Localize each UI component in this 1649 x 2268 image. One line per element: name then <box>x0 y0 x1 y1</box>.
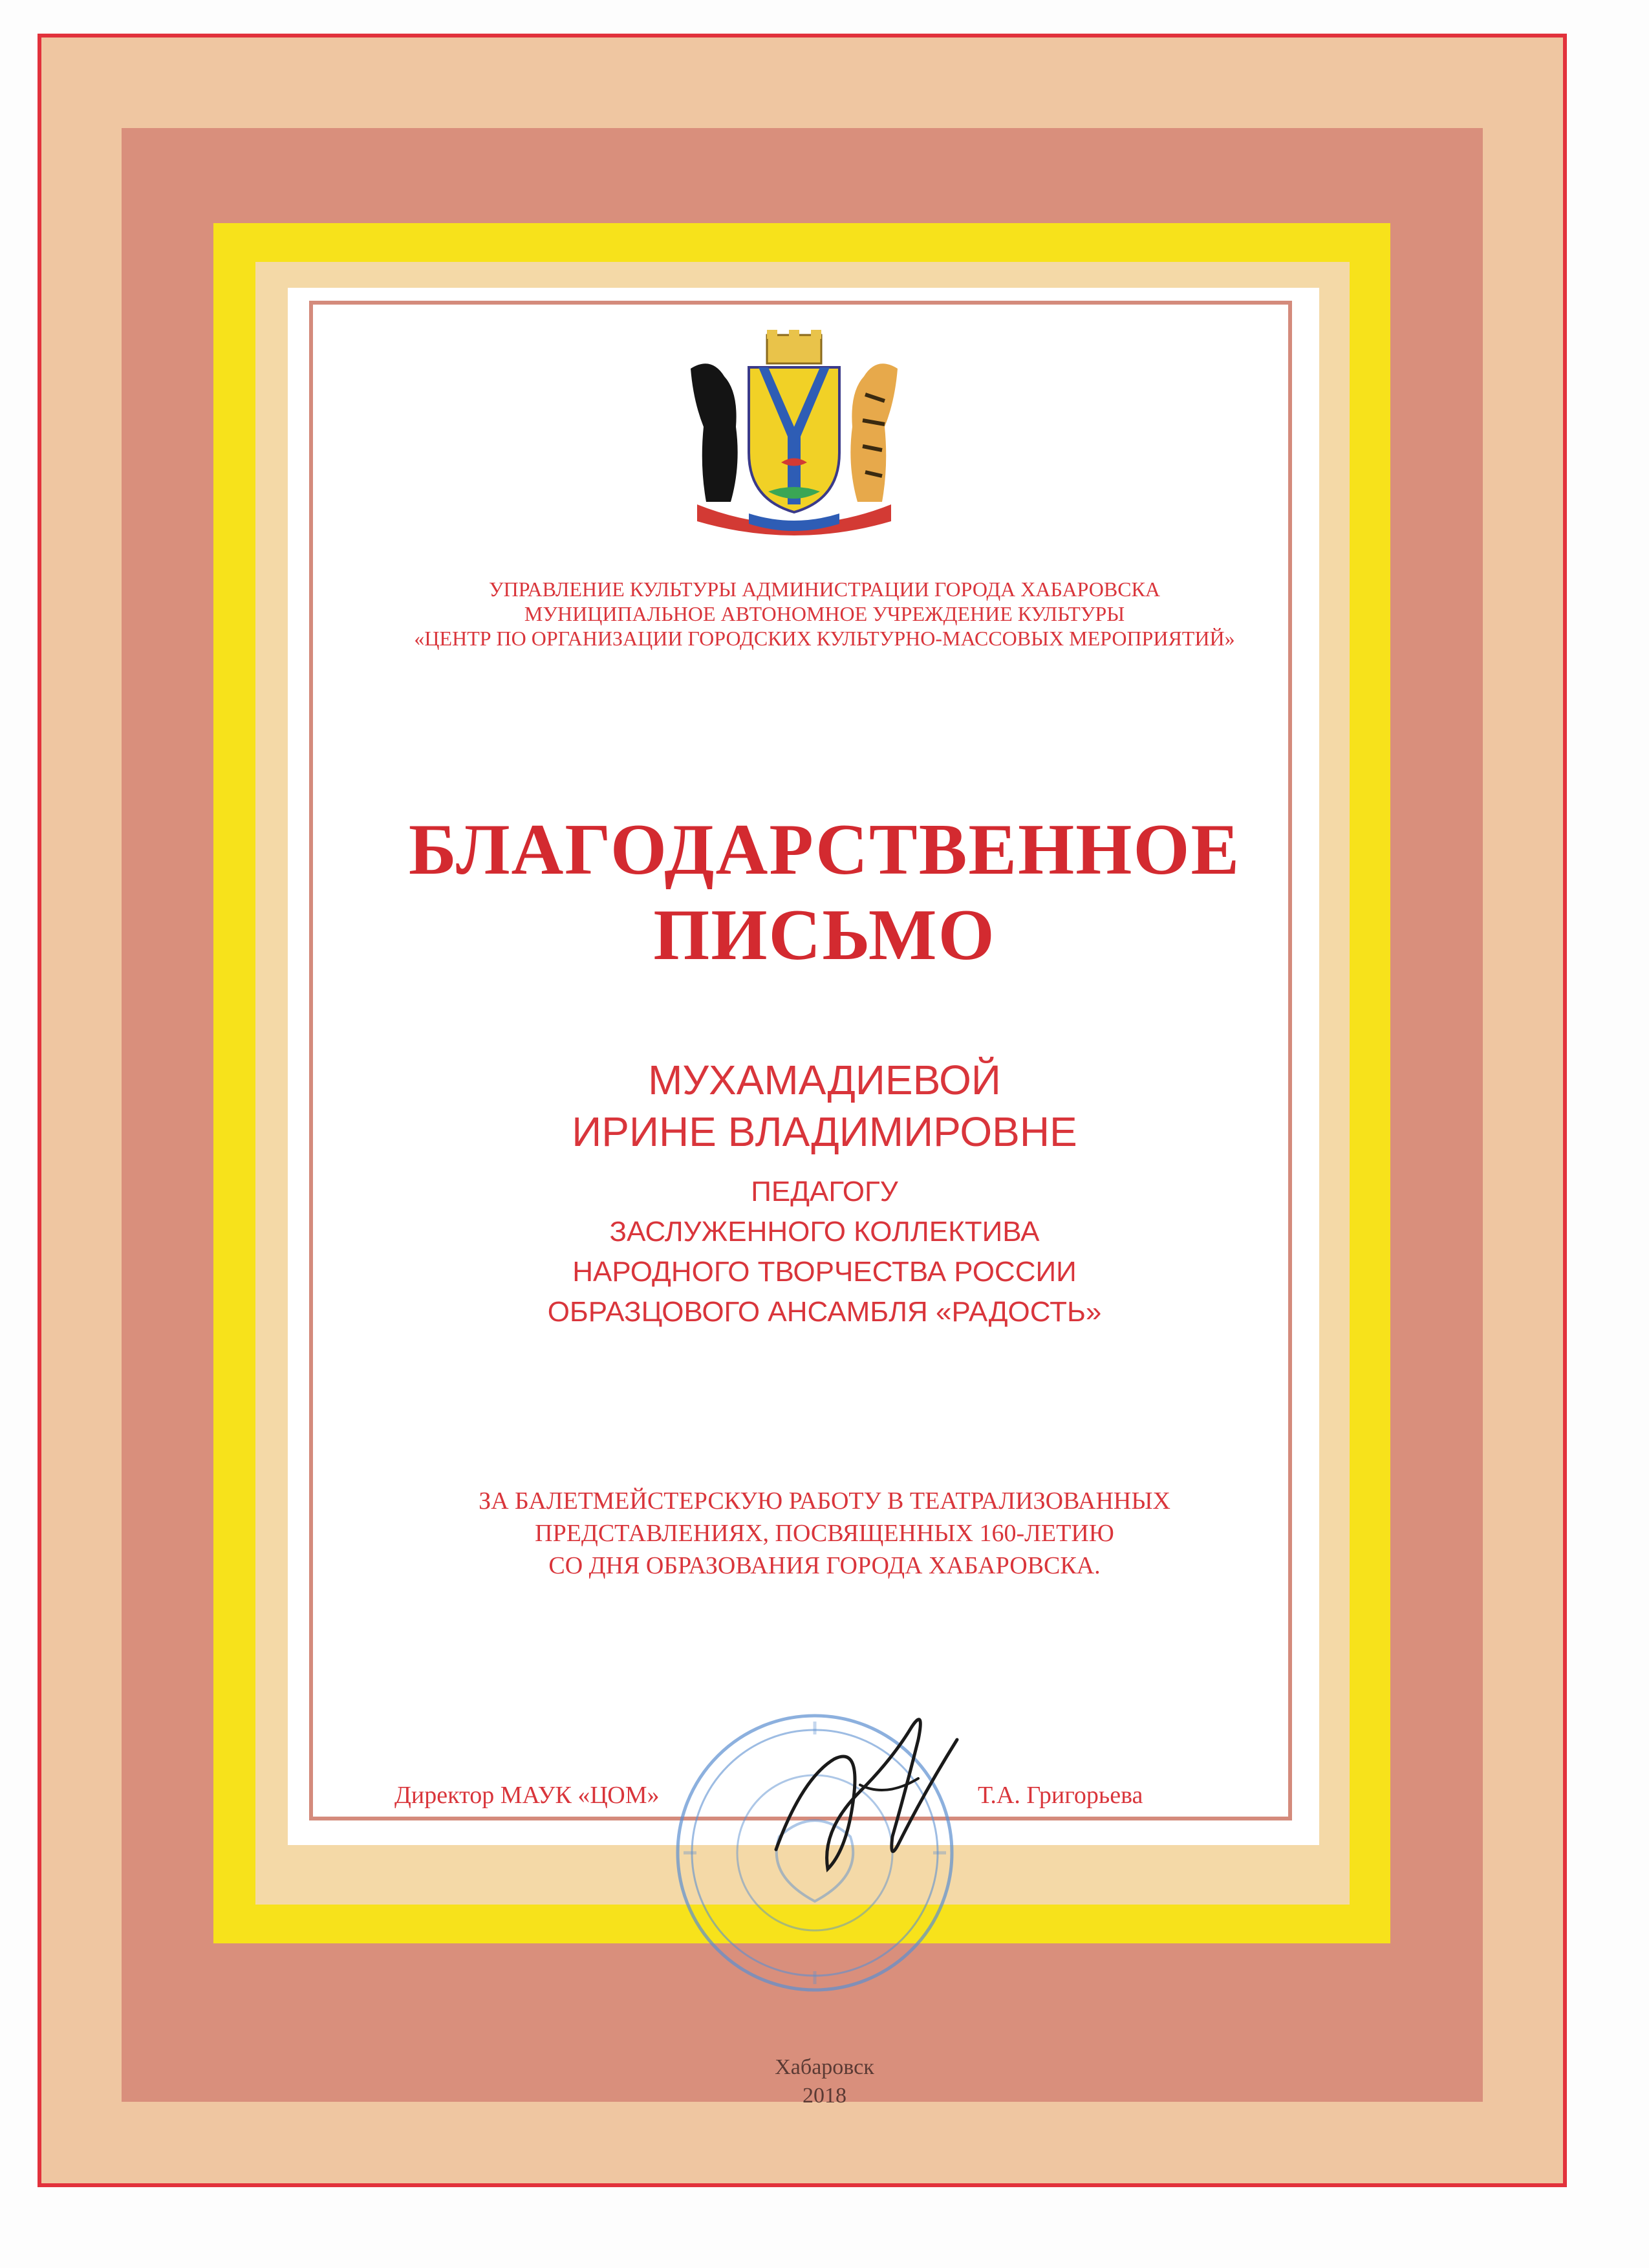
organization-line: УПРАВЛЕНИЕ КУЛЬТУРЫ АДМИНИСТРАЦИИ ГОРОДА ХАБАРОВСКА <box>489 578 1160 601</box>
year-label: 2018 <box>803 2084 846 2108</box>
reason-line: ЗА БАЛЕТМЕЙСТЕРСКУЮ РАБОТУ В ТЕАТРАЛИЗОВАННЫХ <box>479 1487 1170 1515</box>
title-line: ПИСЬМО <box>653 895 996 975</box>
recipient-given-names: ИРИНЕ ВЛАДИМИРОВНЕ <box>572 1108 1077 1155</box>
award-reason <box>0 1485 1649 1582</box>
organization-line: МУНИЦИПАЛЬНОЕ АВТОНОМНОЕ УЧРЕЖДЕНИЕ КУЛЬТУРЫ <box>524 602 1125 625</box>
recipient-role <box>0 1172 1649 1332</box>
reason-line: ПРЕДСТАВЛЕНИЯХ, ПОСВЯЩЕННЫХ 160-ЛЕТИЮ <box>535 1520 1114 1547</box>
recipient-name <box>0 1054 1649 1158</box>
document-title <box>0 807 1649 978</box>
city-label: Хабаровск <box>775 2055 874 2079</box>
coat-of-arms-icon <box>671 330 917 550</box>
role-line: ПЕДАГОГУ <box>751 1176 898 1207</box>
organization-line: «ЦЕНТР ПО ОРГАНИЗАЦИИ ГОРОДСКИХ КУЛЬТУРНО-МАССОВЫХ МЕРОПРИЯТИЙ» <box>414 627 1235 650</box>
signatory-position: Директор МАУК «ЦОМ» <box>394 1782 660 1809</box>
reason-line: СО ДНЯ ОБРАЗОВАНИЯ ГОРОДА ХАБАРОВСКА. <box>548 1552 1101 1579</box>
handwritten-signature-icon <box>763 1701 983 1895</box>
place-and-date <box>0 2053 1649 2110</box>
title-line: БЛАГОДАРСТВЕННОЕ <box>408 810 1241 890</box>
role-line: ЗАСЛУЖЕННОГО КОЛЛЕКТИВА <box>609 1216 1040 1247</box>
role-line: НАРОДНОГО ТВОРЧЕСТВА РОССИИ <box>572 1256 1077 1288</box>
role-line: ОБРАЗЦОВОГО АНСАМБЛЯ «РАДОСТЬ» <box>547 1296 1102 1328</box>
signatory-name: Т.А. Григорьева <box>978 1782 1143 1809</box>
organization-header <box>0 577 1649 651</box>
recipient-surname: МУХАМАДИЕВОЙ <box>648 1057 1001 1103</box>
